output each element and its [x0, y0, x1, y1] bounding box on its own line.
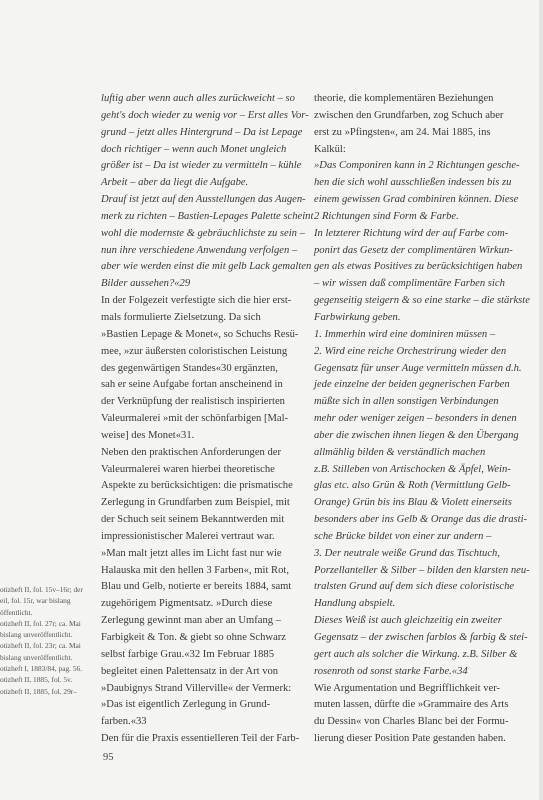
text-line: müßte sich in allen sonstigen Verbindungen [314, 396, 499, 408]
text-line: »Das Componiren kann in 2 Richtungen gesche- [314, 160, 520, 172]
text-line: rosenroth od sonst starke Farbe.«34 [314, 665, 468, 677]
text-line: der Schuch seit seinem Bekanntwerden mit [101, 514, 285, 526]
text-line: mee, »zur äußersten coloristischen Leistung [101, 345, 288, 357]
text-line: Gegensatz – der zwischen farblos & farbig & stei- [314, 632, 528, 643]
text-line: gen als etwas Positives zu berücksichtigen haben [314, 261, 523, 273]
text-line: Halauska mit den hellen 3 Farben«, mit Rot, [101, 564, 290, 576]
text-line: Neben den praktischen Anforderungen der [101, 446, 282, 458]
text-line: Aspekte zu berücksichtigen: die prismatische [101, 480, 293, 492]
text-line: ponirt das Gesetz der complimentären Wirkun- [314, 244, 513, 256]
text-line: »Daubignys Strand Villerville« der Vermerk: [101, 682, 292, 694]
text-line: hen die sich wohl ausschließen indessen bis zu [314, 177, 512, 189]
text-line: Drauf ist jetzt auf den Ausstellungen das Augen- [101, 194, 306, 206]
text-line: 2 Richtungen sind Form & Farbe. [314, 210, 459, 222]
footnote-line: otizheft II, fol. 27r; ca. Mai [0, 618, 81, 628]
text-line: Porzellanteller & Silber – bilden den klarsten neu- [314, 564, 530, 576]
text-line: nun ihre verschiedene Anwendung verfolgen – [101, 244, 298, 256]
text-line: »Das ist eigentlich Zerlegung in Grund- [101, 699, 271, 711]
text-line: Wie Argumentation und Begrifflichkeit ver- [314, 682, 501, 694]
text-line: grund – jetzt alles Hintergrund – Da ist Lepage [101, 126, 303, 138]
footnote-line: öffentlicht. [0, 607, 33, 617]
text-line: merk zu richten – Bastien-Lepages Palette scheint [101, 210, 314, 222]
main-text-right-column [314, 91, 530, 748]
text-line: farben.«33 [101, 716, 147, 728]
text-line: 3. Der neutrale weiße Grund das Tischtuch, [314, 547, 500, 559]
text-line: Kalkül: [314, 143, 346, 155]
text-line: allmählig bilden & verständlich machen [314, 446, 486, 458]
text-line: zugehörigem Pigmentsatz. »Durch diese [101, 598, 273, 610]
text-line: jede einzelne der beiden gegnerischen Farben [314, 379, 510, 391]
footnote-line: otizheft II, 1885, fol. 29r– [0, 686, 77, 696]
page-edge [539, 0, 543, 800]
text-line: 2. Wird eine reiche Orchestrirung wieder den [314, 345, 507, 357]
footnotes-margin [0, 584, 83, 697]
text-line: Den für die Praxis essentielleren Teil der Farb- [101, 733, 300, 745]
text-line: gert auch als solcher die Wirkung. z.B. Silber & [314, 648, 518, 660]
text-line: mals formulierte Zielsetzung. Da sich [101, 311, 261, 323]
text-line: Zerlegung gewinnt man aber an Umfang – [101, 615, 282, 627]
text-line: In der Folgezeit verfestigte sich die hier erst- [101, 295, 292, 307]
text-line: tralsten Grund auf dem sich diese coloristische [314, 581, 515, 593]
text-line: Gegensatz für unser Auge vermitteln müssen d.h. [314, 362, 522, 374]
text-line: des gegenwärtigen Standes«30 ergänzten, [101, 362, 278, 374]
text-line: glas etc. also Grün & Roth (Vermittlung Gelb- [314, 480, 511, 492]
text-line: einem gewissen Grad combiniren können. Diese [314, 194, 519, 206]
text-line: erst zu »Pfingsten«, am 24. Mai 1885, ins [314, 126, 491, 138]
text-line: aber die zwischen ihnen liegen & den Übergang [314, 429, 519, 441]
text-line: impressionistischer Malerei vertraut war. [101, 530, 275, 542]
text-line: lierung dieser Position Pate gestanden haben. [314, 733, 506, 745]
text-line: wohl die modernste & gebräuchlichste zu sein – [101, 227, 305, 239]
text-line: muten lassen, dürfte die »Grammaire des Arts [314, 699, 509, 711]
text-line: sah er seine Aufgabe fortan anscheinend in [101, 379, 283, 391]
text-line: begleitet einen Palettensatz in der Art von [101, 665, 279, 677]
page-number: 95 [103, 752, 114, 763]
text-line: Bilder aussehen?«29 [101, 278, 191, 290]
text-line: Farbigkeit & Ton. & giebt so ohne Schwarz [101, 632, 287, 643]
text-line: aber wie werden einst die mit gelb Lack gemalten [101, 261, 312, 273]
footnote-line: otizheft II, 1885, fol. 5v. [0, 675, 73, 685]
text-line: »Man malt jetzt alles im Licht fast nur wie [101, 547, 282, 559]
footnote-line: otizheft II, fol. 15v–16r; der [0, 585, 83, 594]
text-line: Arbeit – aber da liegt die Aufgabe. [101, 177, 249, 189]
text-line: selbst farbige Grau.«32 Im Februar 1885 [101, 648, 274, 660]
text-line: – wir wissen daß complimentäre Farben sich [314, 278, 505, 290]
text-line: der Verknüpfung der realistisch inspirierten [101, 396, 285, 408]
footnote-line: otizheft II, fol. 23r; ca. Mai [0, 641, 81, 651]
text-line: zwischen den Grundfarben, zog Schuch aber [314, 109, 504, 121]
text-line: geht's doch wieder zu wenig vor – Erst alles Vor- [101, 109, 309, 121]
text-line: besonders aber ins Gelb & Orange das die drasti- [314, 514, 528, 526]
text-line: luftig aber wenn auch alles zurückweicht – so [101, 93, 295, 104]
text-line: Dieses Weiß ist auch gleichzeitig ein zweiter [314, 615, 502, 627]
main-text-left-column [101, 91, 314, 748]
text-line: Farbwirkung geben. [314, 311, 401, 323]
text-line: Orange) Grün bis ins Blau & Violett einerseits [314, 497, 512, 509]
footnote-line: bislang unveröffentlicht. [0, 630, 73, 640]
text-line: 1. Immerhin wird eine dominiren müssen – [314, 328, 496, 340]
text-line: größer ist – Da ist wieder zu vermitteln – kühle [101, 160, 302, 172]
footnote-line: eil, fol. 15r, war bislang [0, 596, 71, 606]
text-line: doch richtiger – wenn auch Monet ungleich [101, 143, 287, 155]
footnote-line: bislang unveröffentlicht. [0, 652, 73, 662]
text-line: Zerlegung in Grundfarben zum Beispiel, mit [101, 497, 290, 509]
text-line: z.B. Stilleben von Artischocken & Äpfel, Wein- [314, 463, 511, 475]
text-line: weise] des Monet«31. [101, 429, 195, 441]
text-line: Valeurmalerei »mit der schönfarbigen [Mal- [101, 413, 289, 425]
footnote-line: otizheft I, 1883/84, pag. 56. [0, 664, 83, 674]
text-line: du Dessin« von Charles Blanc bei der Formu- [314, 716, 509, 728]
text-line: mehr oder weniger zeigen – besonders in denen [314, 413, 517, 425]
text-line: Blau und Gelb, notierte er bereits 1884, samt [101, 581, 292, 593]
text-line: sche Brücke bildet von einer zur andern – [314, 530, 492, 542]
text-line: gegenseitig steigern & so eine starke – die stärkste [314, 295, 530, 307]
text-line: Handlung abspielt. [314, 598, 396, 610]
text-line: theorie, die komplementären Beziehungen [314, 93, 494, 104]
text-line: In letzterer Richtung wird der auf Farbe com- [314, 227, 509, 239]
text-line: Valeurmalerei waren hierbei theoretische [101, 463, 275, 475]
text-line: »Bastien Lepage & Monet«, so Schuchs Resü- [101, 328, 299, 340]
